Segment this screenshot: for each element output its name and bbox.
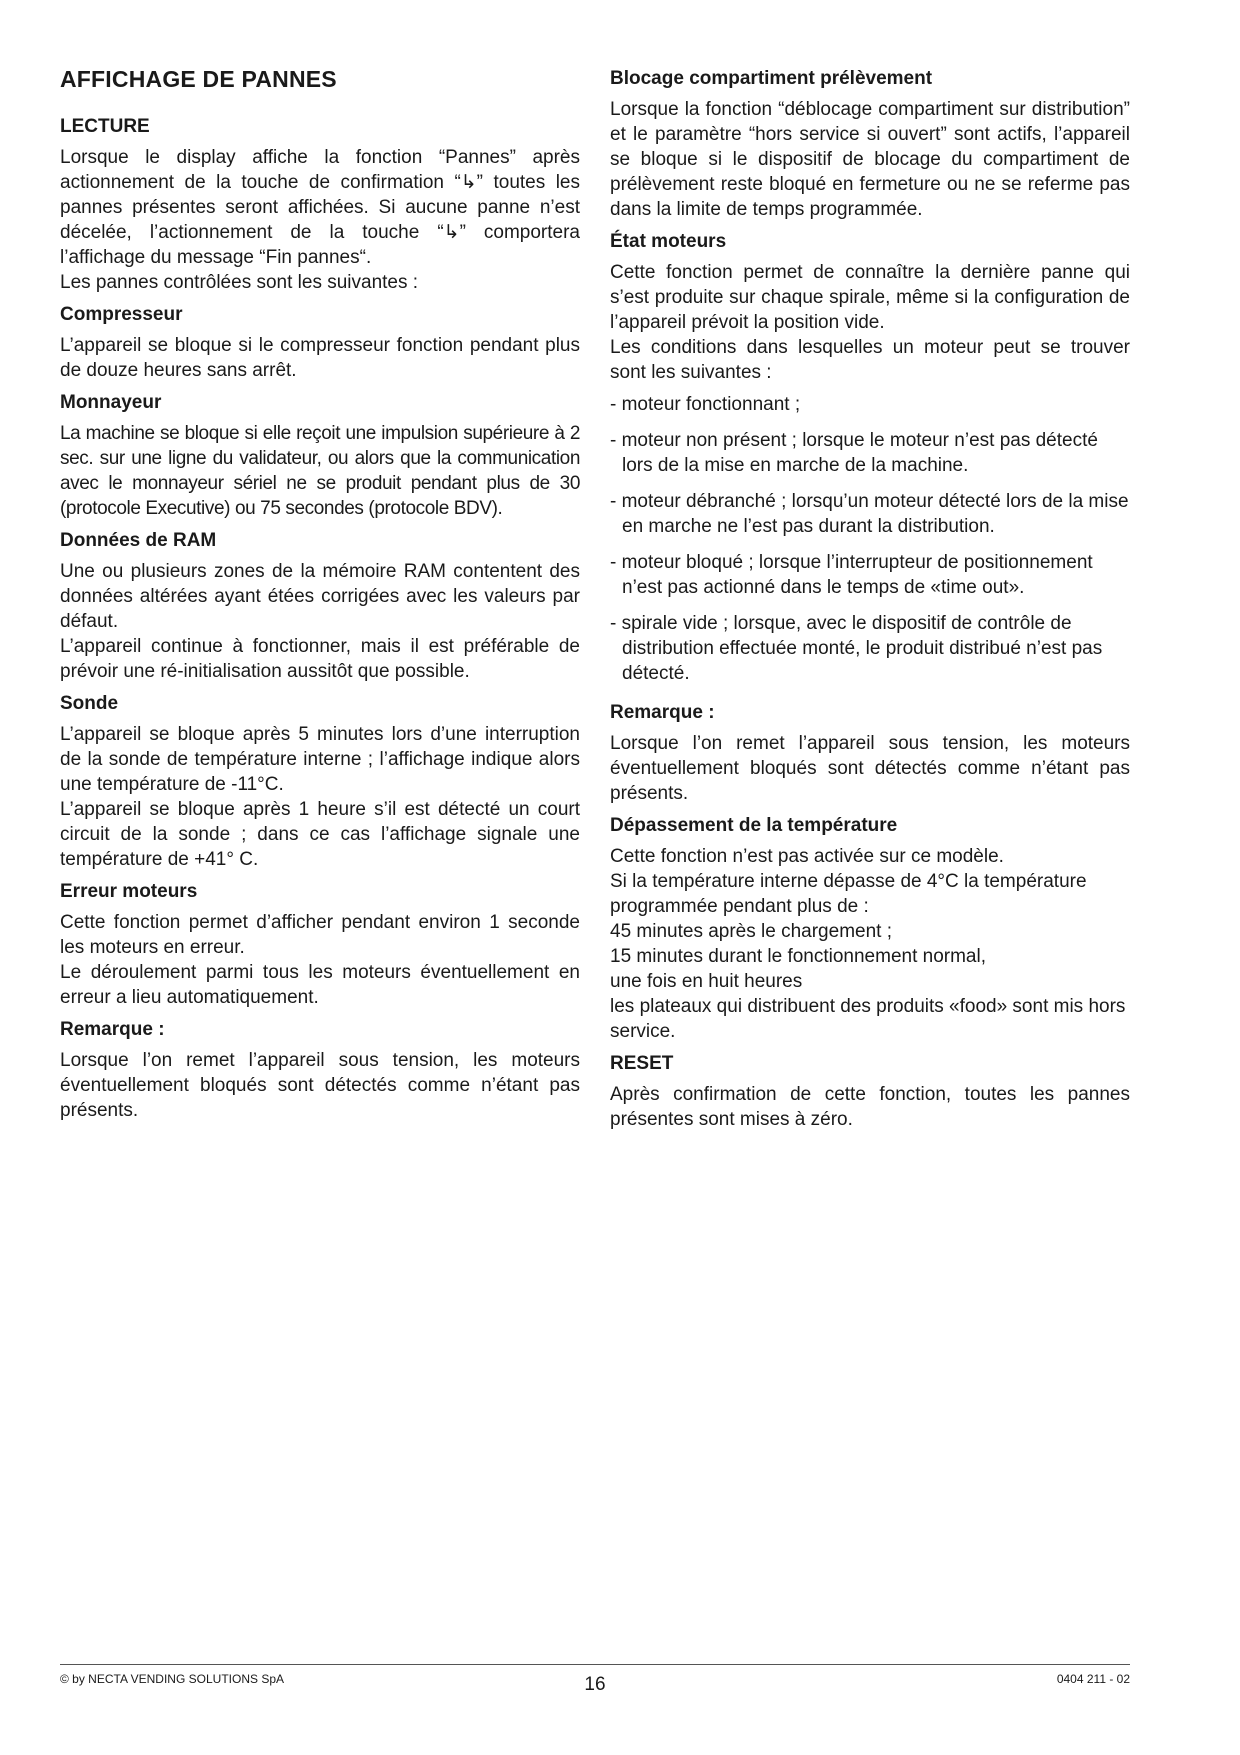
paragraph: Cette fonction permet d’afficher pendant environ 1 seconde les moteurs en erreur. (60, 911, 580, 958)
list-item: - moteur débranché ; lorsqu’un moteur détecté lors de la mise en marche ne l’est pas durant la distribution. (610, 491, 1129, 537)
paragraph: Cette fonction permet de connaître la dernière panne qui s’est produite sur chaque spirale, même si la configuration de l’appareil prévoit la position vide. (610, 262, 1130, 333)
section-body: Lorsque l’on remet l’appareil sous tension, les moteurs éventuellement bloqués sont détectés comme n’étant pas présents. (610, 733, 1130, 804)
paragraph: La machine se bloque si elle reçoit une impulsion supérieure à 2 sec. sur une ligne du validateur, ou alors que la communication avec le monnayeur sériel ne se produit pendant plus de 30 (protocole Executive) ou 75 secondes (protocole BDV). (60, 422, 580, 519)
section-body (60, 333, 580, 383)
section-body (60, 722, 580, 872)
paragraph: une fois en huit heures (610, 971, 803, 992)
section-heading: Sonde (60, 692, 119, 714)
paragraph: Lorsque le display affiche la fonction “Pannes” après actionnement de la touche de confirmation “↳” toutes les pannes présentes seront affichées. Si aucune panne n’est décelée, l’actionnement de la touche “↳” comportera l’affichage du message “Fin pannes“. (60, 146, 580, 268)
section-body (60, 559, 580, 684)
paragraph: 15 minutes durant le fonctionnement normal, (610, 946, 986, 967)
section-heading: Monnayeur (60, 391, 162, 413)
section-body (60, 145, 580, 295)
paragraph: Cette fonction n’est pas activée sur ce modèle. (610, 846, 1004, 867)
section-heading: État moteurs (610, 231, 727, 252)
paragraph: L’appareil continue à fonctionner, mais il est préférable de prévoir une ré-initialisation aussitôt que possible. (60, 635, 580, 682)
section-sonde (60, 691, 580, 872)
section-body (60, 421, 580, 521)
section-remarque-left (60, 1017, 580, 1123)
paragraph: 45 minutes après le chargement ; (610, 921, 892, 942)
section-heading: Compresseur (60, 303, 183, 325)
paragraph: Lorsque l’on remet l’appareil sous tension, les moteurs éventuellement bloqués sont détectés comme n’étant pas présents. (60, 1049, 580, 1121)
section-monnayeur (60, 390, 580, 521)
right-column (610, 66, 1130, 1139)
section-body: Après confirmation de cette fonction, toutes les pannes présentes sont mises à zéro. (610, 1084, 1130, 1130)
paragraph: L’appareil se bloque après 5 minutes lors d’une interruption de la sonde de température interne ; l’affichage indique alors une température de -11°C. (60, 723, 580, 795)
list-item: - spirale vide ; lorsque, avec le dispositif de contrôle de distribution effectuée monté, le produit distribué n’est pas détecté. (610, 613, 1103, 684)
section-donnees-ram (60, 528, 580, 684)
section-body (610, 260, 1130, 385)
section-erreur-moteurs (60, 879, 580, 1010)
page-title: AFFICHAGE DE PANNES (60, 66, 337, 92)
list-item: - moteur bloqué ; lorsque l’interrupteur de positionnement n’est pas actionné dans le temps de «time out». (610, 552, 1093, 598)
paragraph: Une ou plusieurs zones de la mémoire RAM contentent des données altérées ayant étées corrigées avec les valeurs par défaut. (60, 560, 580, 632)
footer-copyright: © by NECTA VENDING SOLUTIONS SpA (60, 1672, 285, 1686)
paragraph: Le déroulement parmi tous les moteurs éventuellement en erreur a lieu automatiquement. (60, 961, 580, 1008)
section-heading: LECTURE (60, 115, 150, 137)
section-heading: Remarque : (610, 702, 715, 723)
list-item: - moteur non présent ; lorsque le moteur n’est pas détecté lors de la mise en marche de la machine. (610, 430, 1098, 476)
section-compresseur (60, 302, 580, 383)
section-heading: RESET (610, 1053, 674, 1074)
section-heading: Remarque : (60, 1018, 165, 1040)
left-column (60, 66, 580, 1130)
section-body: Lorsque la fonction “déblocage compartiment sur distribution” et le paramètre “hors service si ouvert” sont actifs, l’appareil se bloque si le dispositif de blocage du compartiment de prélèvement reste bloqué en fermeture ou ne se referme pas dans la limite de temps programmée. (610, 99, 1130, 220)
section-heading: Blocage compartiment prélèvement (610, 68, 933, 89)
section-heading: Erreur moteurs (60, 880, 198, 902)
section-depassement-temperature (610, 813, 1130, 1044)
paragraph: les plateaux qui distribuent des produits «food» sont mis hors service. (610, 996, 1126, 1042)
paragraph: Les pannes contrôlées sont les suivantes : (60, 271, 419, 293)
motor-state-list (610, 392, 1130, 686)
section-blocage-compartiment (610, 66, 1130, 222)
paragraph: L’appareil se bloque si le compresseur fonction pendant plus de douze heures sans arrêt. (60, 334, 580, 381)
section-lecture (60, 114, 580, 295)
document-code: 0404 211 - 02 (1056, 1672, 1130, 1686)
section-body (610, 844, 1130, 1044)
section-remarque-right (610, 700, 1130, 806)
section-heading: Dépassement de la température (610, 815, 898, 836)
list-item: - moteur fonctionnant ; (610, 394, 801, 415)
page-number: 16 (584, 1674, 606, 1695)
section-body (60, 910, 580, 1010)
footer-divider (60, 1664, 1130, 1665)
section-heading: Données de RAM (60, 529, 217, 551)
section-etat-moteurs (610, 229, 1130, 686)
section-reset (610, 1051, 1130, 1132)
paragraph: Les conditions dans lesquelles un moteur peut se trouver sont les suivantes : (610, 337, 1130, 383)
paragraph: Si la température interne dépasse de 4°C la température programmée pendant plus de : (610, 871, 1087, 917)
section-body (60, 1048, 580, 1123)
paragraph: L’appareil se bloque après 1 heure s’il est détecté un court circuit de la sonde ; dans ce cas l’affichage signale une température de +41° C. (60, 798, 580, 870)
